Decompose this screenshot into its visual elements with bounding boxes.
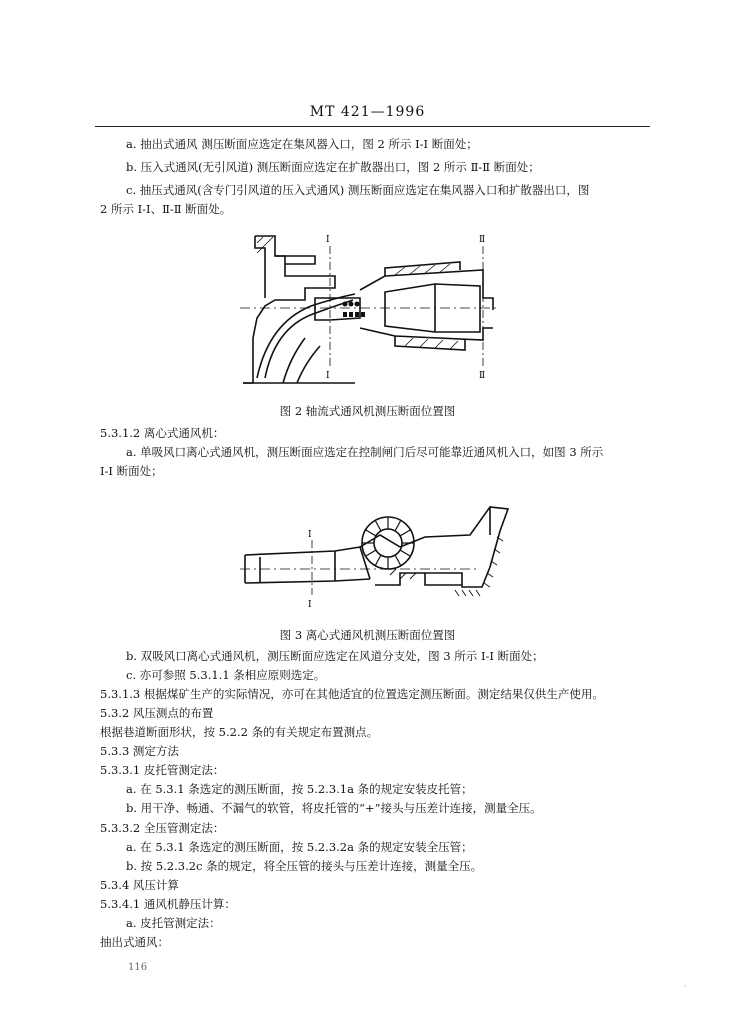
- section-5-3-3: 5.3.3 测定方法: [100, 744, 179, 758]
- item-a-pitot-method: a. 皮托管测定法：: [126, 916, 221, 930]
- item-c-continued: 2 所示 Ⅰ-Ⅰ、Ⅱ-Ⅱ 断面处。: [100, 202, 232, 216]
- item-b-forced: b. 压入式通风(无引风道) 测压断面应选定在扩散器出口，图 2 所示 Ⅱ-Ⅱ 断面处；: [126, 160, 540, 174]
- section-5-3-2: 5.3.2 风压测点的布置: [100, 706, 214, 720]
- item-b-total-pressure-connect: b. 按 5.2.3.2c 条的规定，将全压管的接头与压差计连接，测量全压。: [126, 859, 483, 873]
- standard-header: MT 421—1996: [309, 104, 426, 120]
- figure-3-caption: 图 3 离心式通风机测压断面位置图: [279, 628, 456, 642]
- fig2-section1-top-label: Ⅰ: [326, 235, 330, 245]
- item-a-exhaust: a. 抽出式通风 测压断面应选定在集风器入口，图 2 所示 Ⅰ-Ⅰ 断面处；: [126, 137, 478, 151]
- item-a-single-inlet: a. 单吸风口离心式通风机，测压断面应选定在控制闸门后尽可能靠近通风机入口，如图 3 所示: [126, 445, 604, 459]
- section-5-3-1-2: 5.3.1.2 离心式通风机：: [100, 426, 225, 440]
- fig2-section2-bottom-label: Ⅱ: [479, 371, 486, 381]
- figure-2-axial-fan-diagram: [235, 228, 500, 398]
- fig2-section1-bottom-label: Ⅰ: [326, 371, 330, 381]
- item-c-combined: c. 抽压式通风(含专门引风道的压入式通风) 测压断面应选定在集风器入口和扩散器出口，图: [126, 183, 590, 197]
- section-5-3-4-1: 5.3.4.1 通风机静压计算：: [100, 897, 236, 911]
- item-a-total-pressure-install: a. 在 5.3.1 条选定的测压断面，按 5.2.3.2a 条的规定安装全压管；: [126, 840, 473, 854]
- section-5-3-4: 5.3.4 风压计算: [100, 878, 179, 892]
- header-rule: [95, 126, 650, 127]
- item-a-pitot-install: a. 在 5.3.1 条选定的测压断面，按 5.2.3.1a 条的规定安装皮托管；: [126, 782, 473, 796]
- figure-2-caption: 图 2 轴流式通风机测压断面位置图: [279, 404, 456, 418]
- fig3-section1-top-label: Ⅰ: [308, 530, 312, 540]
- item-b-pitot-connect: b. 用干净、畅通、不漏气的软管，将皮托管的“+”接头与压差计连接，测量全压。: [126, 801, 542, 815]
- item-a-continued: Ⅰ-Ⅰ 断面处；: [100, 464, 163, 478]
- page-number: 116: [128, 962, 148, 973]
- measure-point-layout: 根据巷道断面形状，按 5.2.2 条的有关规定布置测点。: [100, 725, 379, 739]
- scan-mark: ·: [684, 982, 687, 991]
- exhaust-ventilation-label: 抽出式通风：: [100, 935, 169, 949]
- section-5-3-1-3: 5.3.1.3 根据煤矿生产的实际情况，亦可在其他适宜的位置选定测压断面。测定结果仅供生产使用。: [100, 687, 604, 701]
- section-5-3-3-2: 5.3.3.2 全压管测定法：: [100, 821, 225, 835]
- figure-3-centrifugal-fan-diagram: [240, 495, 520, 610]
- item-c-refer: c. 亦可参照 5.3.1.1 条相应原则选定。: [126, 668, 326, 682]
- fig2-section2-top-label: Ⅱ: [479, 235, 486, 245]
- section-5-3-3-1: 5.3.3.1 皮托管测定法：: [100, 763, 225, 777]
- fig3-section1-bottom-label: Ⅰ: [308, 600, 312, 610]
- item-b-double-inlet: b. 双吸风口离心式通风机，测压断面应选定在风道分支处，图 3 所示 Ⅰ-Ⅰ 断面处；: [126, 649, 544, 663]
